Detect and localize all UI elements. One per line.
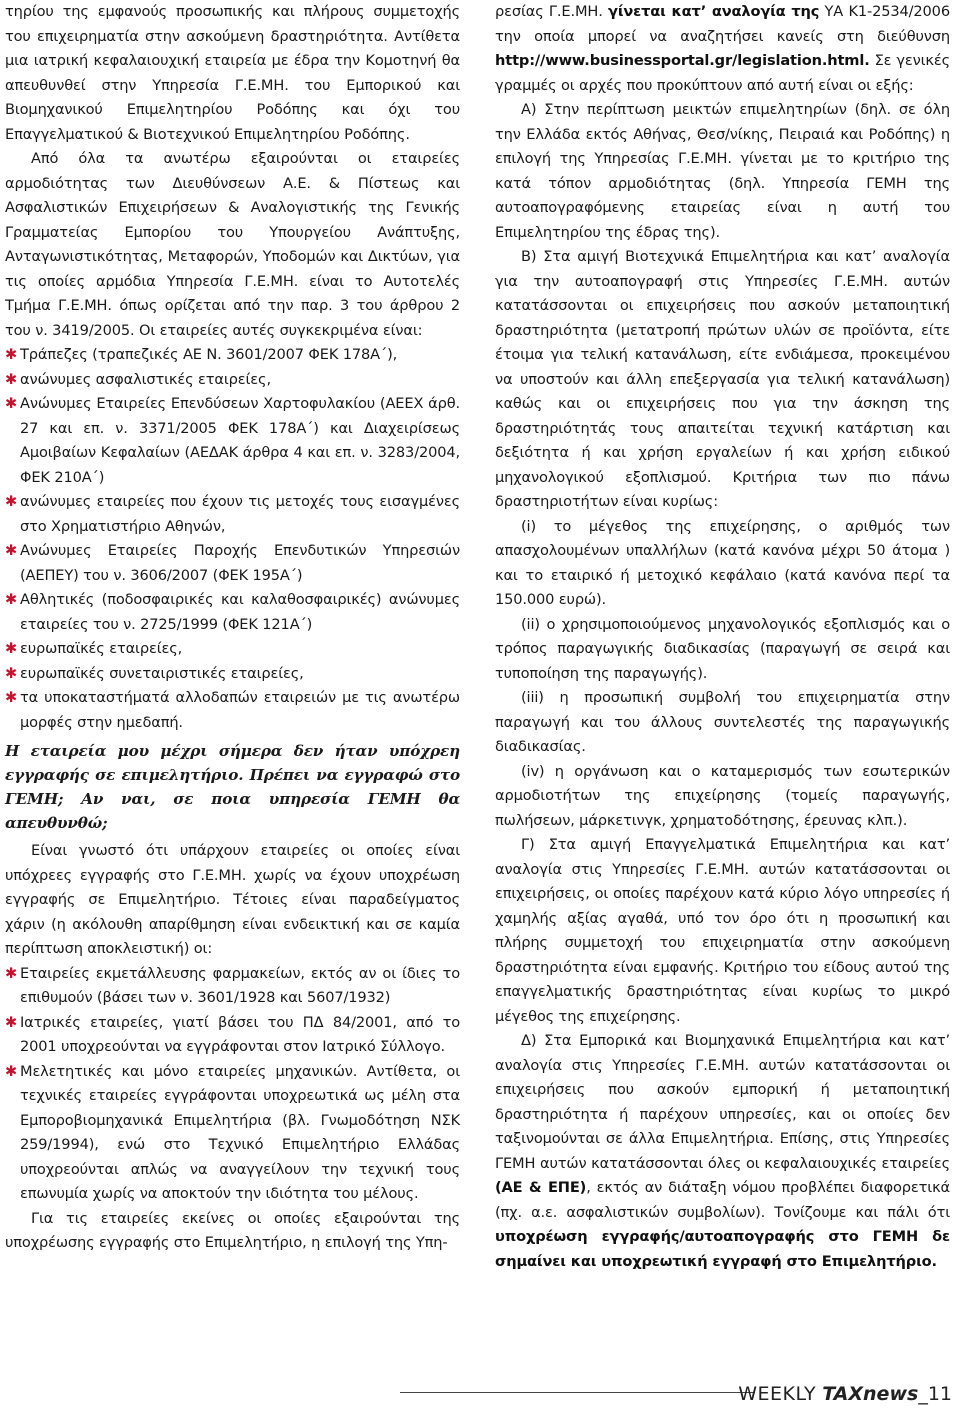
bullet-list [5, 343, 460, 735]
paragraph: Είναι γνωστό ότι υπάρχουν εταιρείες οι οποίες είναι υπόχρεες εγγραφής στο Γ.Ε.ΜΗ. χωρίς να έχουν υποχρέωση εγγραφής σε Επιμελητήριο. Τέτοιες είναι παραδείγματος χάριν (η ακόλουθη απαρίθμηση είναι ενδεικτική και σε καμία περίπτωση αποκλειστική) οι: [5, 842, 460, 957]
paragraph: Γ) Στα αμιγή Επαγγελματικά Επιμελητήρια και κατ’ αναλογία στις Υπηρεσίες Γ.Ε.ΜΗ. αυτών κατατάσσονται οι επιχειρήσεις, οι οποίες παρέχουν κατά κύριο λόγο υπηρεσίες ή χαμηλής αξίας αγαθά, υπό τον όρο ότι η προσωπική και πλήρης συμμετοχή του επιχειρηματία στην ασκούμενη δραστηριότητα είναι εμφανής. Κριτήριο του είδους αυτού της επαγγελματικής δραστηριότητας είναι κυρίως το μικρό μέγεθος της επιχείρησης. [495, 836, 950, 1025]
paragraph: Α) Στην περίπτωση μεικτών επιμελητηρίων (δηλ. σε όλη την Ελλάδα εκτός Αθήνας, Θεσ/νίκης, Πειραιά και Ροδόπης) η επιλογή της Υπηρεσίας Γ.Ε.ΜΗ. γίνεται με το κριτήριο της κατά τόπον αρμοδιότητας (δηλ. Υπηρεσία ΓΕΜΗ της αυτοαπογραφόμενης εταιρείας είναι η αυτή του Επιμελητηρίου της έδρας της). [495, 101, 950, 241]
asterisk-icon: ✱ [5, 395, 18, 412]
bold-text: υποχρέωση εγγραφής/αυτοαπογραφής στο ΓΕΜΗ δε σημαίνει και υποχρεωτική εγγραφή στο Επιμελητήριο. [495, 1228, 950, 1270]
publication-label: WEEKLY TAXnews_11 [738, 1383, 952, 1405]
paragraph: Για τις εταιρείες εκείνες οι οποίες εξαιρούνται της υποχρέωσης εγγραφής στο Επιμελητήριο, η επιλογή της Υπη- [5, 1209, 460, 1251]
list-item: ✱ Εταιρείες εκμετάλλευσης φαρμακείων, εκτός αν οι ίδιες το επιθυμούν (βάσει των ν. 3601/1928 και 5607/1932) [5, 962, 460, 1011]
asterisk-icon: ✱ [5, 689, 18, 706]
asterisk-icon: ✱ [5, 1013, 18, 1031]
page-number: _11 [918, 1383, 952, 1405]
bold-text: γίνεται κατ’ αναλογία της [608, 3, 820, 20]
list-item: ✱ Ανώνυμες Εταιρείες Επενδύσεων Χαρτοφυλακίου (ΑΕΕΧ άρθ. 27 και επ. ν. 3371/2005 ΦΕΚ 178Α΄) και Διαχειρίσεως Αμοιβαίων Κεφαλαίων (ΑΕΔΑΚ άρθρα 4 και επ. ν. 3283/2004, ΦΕΚ 210Α΄) [5, 392, 460, 490]
list-item: ✱ ανώνυμες ασφαλιστικές εταιρείες, [5, 368, 460, 393]
right-column [495, 0, 950, 1274]
asterisk-icon: ✱ [5, 591, 18, 608]
list-item: ✱ ευρωπαϊκές συνεταιριστικές εταιρείες, [5, 662, 460, 687]
bold-text: (ΑΕ & ΕΠΕ) [495, 1179, 587, 1196]
paragraph: τηρίου της εμφανούς προσωπικής και πλήρους συμμετοχής του επιχειρηματία στην ασκούμενη δραστηριότητα. Αντίθετα μια ιατρική κεφαλαιουχική εταιρεία με έδρα την Κομοτηνή θα απευθυνθεί στην Υπηρεσία Γ.Ε.ΜΗ. του Εμπορικού και Βιομηχανικού Επιμελητηρίου Ροδόπης και όχι του Επαγγελματικού & Βιοτεχνικού Επιμελητηρίου Ροδόπης. [5, 3, 460, 143]
asterisk-icon: ✱ [5, 542, 18, 559]
list-item: ✱ Αθλητικές (ποδοσφαιρικές και καλαθοσφαιρικές) ανώνυμες εταιρείες του ν. 2725/1999 (ΦΕΚ 121Α΄) [5, 588, 460, 637]
list-item: ✱ τα υποκαταστήματά αλλοδαπών εταιρειών με τις ανωτέρω μορφές στην ημεδαπή. [5, 686, 460, 735]
paragraph: (iv) η οργάνωση και ο καταμερισμός των εσωτερικών αρμοδιοτήτων της επιχείρησης (τομείς παραγωγής, πωλήσεων, μάρκετινγκ, χρηματοδότησης, έρευνας κλπ.). [495, 762, 950, 829]
legislation-link[interactable]: http://www.businessportal.gr/legislation.html. [495, 52, 870, 69]
paragraph: (iii) η προσωπική συμβολή του επιχειρηματία στην παραγωγή και του άλλους συντελεστές της παραγωγικής διαδικασίας. [495, 689, 950, 755]
asterisk-icon: ✱ [5, 964, 18, 982]
paragraph: (ii) ο χρησιμοποιούμενος μηχανολογικός εξοπλισμός και ο τρόπος παραγωγικής διαδικασίας (παραγωγή σε σειρά και τυποποίηση της παραγωγής). [495, 615, 950, 682]
section-subheading: Η εταιρεία μου μέχρι σήμερα δεν ήταν υπόχρεη εγγραφής σε επιμελητήριο. Πρέπει να εγγραφώ στο ΓΕΜΗ; Αν ναι, σε ποια υπηρεσία ΓΕΜΗ θα απευθυνθώ; [5, 742, 460, 832]
page-footer [400, 1371, 960, 1411]
asterisk-icon: ✱ [5, 640, 18, 657]
list-item: ✱ Μελετητικές και μόνο εταιρείες μηχανικών. Αντίθετα, οι τεχνικές εταιρείες εγγράφονται υποχρεωτικά ως μέλη στα Εμποροβιομηχανικά Επιμελητήρια (βλ. Γνωμοδότηση ΝΣΚ 259/1994), ενώ στο Τεχνικό Επιμελητήριο Ελλάδας υποχρεούνται απλώς να αναγγείλουν την τεχνική τους επωνυμία χωρίς να αποκτούν την ιδιότητα του μέλους. [5, 1060, 460, 1207]
bullet-list [5, 962, 460, 1207]
asterisk-icon: ✱ [5, 664, 18, 682]
list-item: ✱ Ιατρικές εταιρείες, γιατί βάσει του ΠΔ 84/2001, από το 2001 υποχρεούνται να εγγράφονται στον Ιατρικό Σύλλογο. [5, 1011, 460, 1060]
paragraph: Δ) Στα Εμπορικά και Βιομηχανικά Επιμελητήρια και κατ’ αναλογία στις Υπηρεσίες Γ.Ε.ΜΗ. αυτών κατατάσσονται οι επιχειρήσεις που ασκούν εμπορική ή μεταποιητική δραστηριότητα ή παρέχουν υπηρεσίες, και οι οποίες δεν ταξινομούνται σε άλλα Επιμελητήρια. Επίσης, στις Υπηρεσίες ΓΕΜΗ αυτών κατατάσσονται όλες οι κεφαλαιουχικές εταιρείες (ΑΕ & ΕΠΕ), εκτός αν διάταξη νόμου προβλέπει διαφορετικά (πχ. α.ε. ασφαλιστικών συμβολίων). Τονίζουμε και πάλι ότι υποχρέωση εγγραφής/αυτοαπογραφής στο ΓΕΜΗ δε σημαίνει και υποχρεωτική εγγραφή στο Επιμελητήριο. [495, 1032, 950, 1270]
asterisk-icon: ✱ [5, 493, 18, 510]
list-item: ✱ ευρωπαϊκές εταιρείες, [5, 637, 460, 662]
paragraph: (i) το μέγεθος της επιχείρησης, ο αριθμός των απασχολουμένων υπαλλήλων (κατά κανόνα μέχρι 50 άτομα ) και το εταιρικό ή μετοχικό κεφάλαιο (κατά κανόνα περί τα 150.000 ευρώ). [495, 517, 950, 608]
paragraph: ρεσίας Γ.Ε.ΜΗ. γίνεται κατ’ αναλογία της ΥΑ Κ1-2534/2006 την οποία μπορεί να αναζητήσει κανείς στη διεύθυνση http://www.businessportal.gr/legislation.html. Σε γενικές γραμμές οι αρχές που προκύπτουν από αυτή είναι οι εξής: [495, 3, 950, 94]
footer-divider [400, 1392, 755, 1393]
paragraph: Από όλα τα ανωτέρω εξαιρούνται οι εταιρείες αρμοδιότητας των Διευθύνσεων Α.Ε. & Πίστεως και Ασφαλιστικών Επιχειρήσεων & Αναλογιστικής της Γενικής Γραμματείας Εμπορίου του Υπουργείου Ανάπτυξης, Ανταγωνιστικότητας, Μεταφορών, Υποδομών και Δικτύων, για τις οποίες αρμόδια Υπηρεσία Γ.Ε.ΜΗ. είναι το Αυτοτελές Τμήμα Γ.Ε.ΜΗ. όπως ορίζεται από την παρ. 3 του άρθρου 2 του ν. 3419/2005. Οι εταιρείες αυτές συγκεκριμένα είναι: [5, 150, 460, 339]
left-column [5, 0, 460, 1256]
list-item: ✱ Ανώνυμες Εταιρείες Παροχής Επενδυτικών Υπηρεσιών (ΑΕΠΕΥ) του ν. 3606/2007 (ΦΕΚ 195Α΄) [5, 539, 460, 588]
asterisk-icon: ✱ [5, 346, 18, 363]
asterisk-icon: ✱ [5, 370, 18, 388]
asterisk-icon: ✱ [5, 1062, 18, 1080]
list-item: ✱ ανώνυμες εταιρείες που έχουν τις μετοχές τους εισαγμένες στο Χρηματιστήριο Αθηνών, [5, 490, 460, 539]
paragraph: Β) Στα αμιγή Βιοτεχνικά Επιμελητήρια και κατ’ αναλογία για την αυτοαπογραφή στις Υπηρεσίες Γ.Ε.ΜΗ. αυτών κατατάσσονται οι επιχειρήσεις που ασκούν μεταποιητική δραστηριότητα (μετατροπή πρώτων υλών σε προϊόντα, είτε έτοιμα για τελική κατανάλωση, είτε ενδιάμεσα, προκειμένου να υποστούν και άλλη επεξεργασία για τελική κατανάλωση) καθώς και οι επιχειρήσεις που για την άσκηση της δραστηριότητάς τους απαιτείται τεχνική κατάρτιση και δεξιότητα ή και χρήση εργαλείων ή και χρήση ειδικού μηχανολογικού εξοπλισμού. Κριτήρια των πιο πάνω δραστηριοτήτων είναι κυρίως: [495, 248, 950, 510]
list-item: ✱ Τράπεζες (τραπεζικές ΑΕ Ν. 3601/2007 ΦΕΚ 178Α΄), [5, 343, 460, 368]
